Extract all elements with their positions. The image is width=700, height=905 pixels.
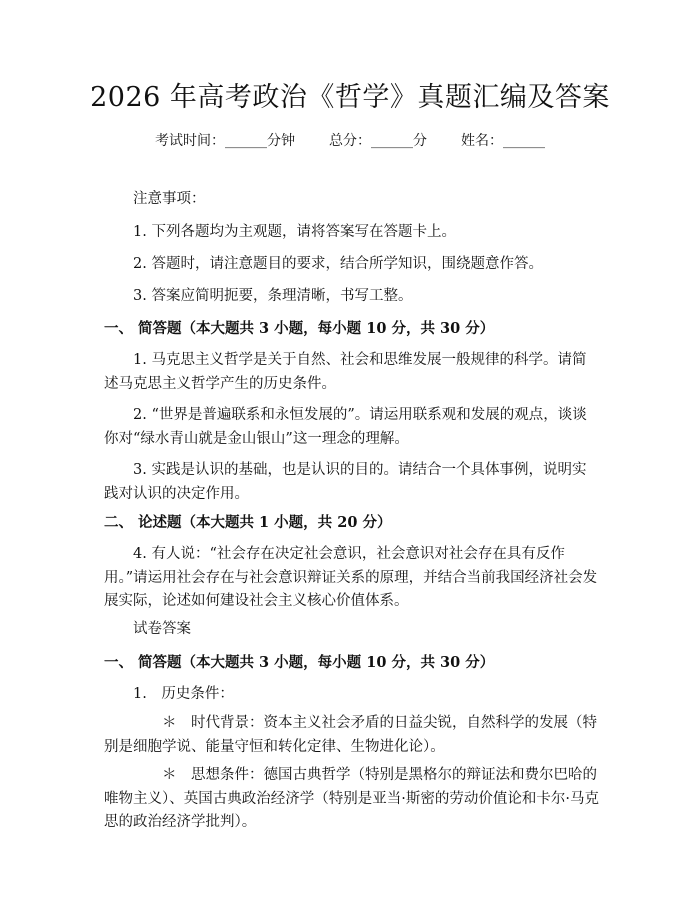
section-2-heading — [104, 511, 600, 535]
section-2-number: 二、 — [104, 514, 133, 531]
answer-1-point-2: ＊ 思想条件：德国古典哲学（特别是黑格尔的辩证法和费尔巴哈的唯物主义）、英国古典政治经济学（特别是亚当·斯密的劳动价值论和卡尔·马克思的政治经济学批判）。 — [104, 767, 599, 830]
answers-heading: 试卷答案 — [133, 621, 191, 637]
notice-heading: 注意事项： — [133, 191, 206, 207]
question-3: 3. 实践是认识的基础，也是认识的目的。请结合一个具体事例，说明实践对认识的决定作用。 — [104, 462, 587, 502]
section-1-number: 一、 — [104, 320, 133, 337]
section-1-title: 简答题（本大题共 3 小题，每小题 10 分，共 30 分） — [138, 320, 495, 337]
question-2: 2. “世界是普遍联系和永恒发展的”。请运用联系观和发展的观点，谈谈你对“绿水青山就是金山银山”这一理念的理解。 — [104, 407, 587, 447]
exam-info-line — [0, 130, 700, 152]
notice-item-3: 3. 答案应简明扼要，条理清晰，书写工整。 — [133, 288, 413, 304]
answers-section-title: 简答题（本大题共 3 小题，每小题 10 分，共 30 分） — [138, 654, 495, 671]
section-2-title: 论述题（本大题共 1 小题，共 20 分） — [138, 514, 392, 531]
name-field: 姓名：______ — [461, 133, 545, 149]
document-title: 2026 年高考政治《哲学》真题汇编及答案 — [90, 82, 610, 113]
answers-section-number: 一、 — [104, 654, 133, 671]
exam-time-field: 考试时间：______分钟 — [155, 133, 295, 149]
answer-1-point-1: ＊ 时代背景：资本主义社会矛盾的日益尖锐，自然科学的发展（特别是细胞学说、能量守恒和转化定律、生物进化论）。 — [104, 715, 597, 755]
notice-item-2: 2. 答题时，请注意题目的要求，结合所学知识，围绕题意作答。 — [133, 256, 543, 272]
question-4: 4. 有人说：“社会存在决定社会意识，社会意识对社会存在具有反作用。”请运用社会存在与社会意识辩证关系的原理，并结合当前我国经济社会发展实际，论述如何建设社会主义核心价值体系。 — [104, 546, 598, 609]
section-1-heading — [104, 317, 600, 341]
question-1: 1. 马克思主义哲学是关于自然、社会和思维发展一般规律的科学。请简述马克思主义哲学产生的历史条件。 — [104, 352, 587, 392]
total-score-field: 总分：______分 — [329, 133, 427, 149]
answer-1-label: 1. 历史条件： — [133, 686, 234, 702]
answers-section-heading — [104, 651, 600, 675]
notice-item-1: 1. 下列各题均为主观题，请将答案写在答题卡上。 — [133, 224, 456, 240]
